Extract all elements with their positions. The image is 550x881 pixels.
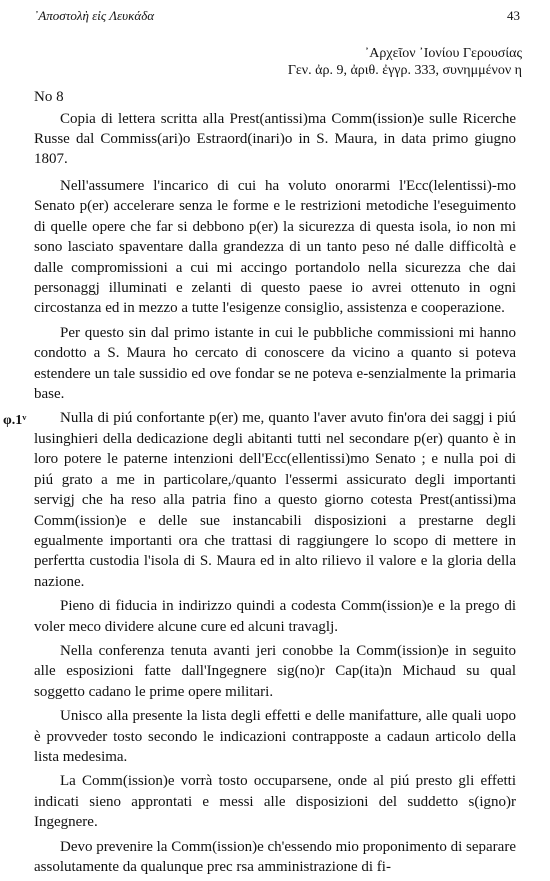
paragraph: Pieno di fiducia in indirizzo quindi a codesta Comm(ission)e e la prego di voler meco dividere alcune cure ed alcuni travaglj.	[34, 598, 516, 635]
document-intro	[34, 109, 516, 169]
paragraph: Devo prevenire la Comm(ission)e ch'essendo mio proponimento di separare assolutamente da qualunque prec rsa amministrazione di fi-	[34, 838, 516, 875]
paragraph: Unisco alla presente la lista degli effetti e delle manifatture, alle quali uopo è provveder tosto secondo le indicazioni contrapposte a cadaun articolo della lista medesima.	[34, 708, 516, 765]
letter-body	[34, 176, 516, 881]
page-number: 43	[507, 8, 520, 23]
archive-reference	[0, 45, 522, 79]
paragraph: Nell'assumere l'incarico di cui ha voluto onorarmi l'Ecc(lelentissi)-mo Senato p(er) accelerare senza le forme e le restrizioni metodiche l'eseguimento di quelle opere che far si debbono p(er) la sicurezza di questa isola, io non mi sono lasciato spaventare dalla grandezza di un tanto peso né dalle difficoltà e dalle compromissioni a cui mi accingo portandolo nella sicurezza che dai personaggj illuminati e zelanti di questo paese io avrei ottenuto in ogni circostanza ed in mezzo a tutte l'esigenze consiglio, assistenza e cooperazione.	[34, 178, 516, 317]
paragraph: Nella conferenza tenuta avanti jeri conobbe la Comm(ission)e in seguito alle esposizioni fatte dall'Ingegnere sig(no)r Cap(ita)n Michaud su qual soggetto cadano le prime opere militari.	[34, 642, 516, 700]
running-title: ᾿Αποστολὴ εἰς Λευκάδα	[34, 8, 155, 23]
intro-text: Copia di lettera scritta alla Prest(antissi)ma Comm(ission)e sulle Ricerche Russe dal Commiss(ari)o Estraord(inari)o in S. Maura, in data primo giugno 1807.	[34, 111, 516, 167]
archive-line-1: ᾿Αρχεῖον ᾿Ιονίου Γερουσίας	[364, 46, 522, 61]
paragraph: La Comm(ission)e vorrà tosto occuparsene, onde al piú presto gli effetti indicati sieno approntati e messi alle disposizioni del suddetto s(igno)r Ingegnere.	[34, 773, 516, 831]
paragraph: Nulla di piú confortante p(er) me, quanto l'aver avuto fin'ora dei saggj i piú lusinghieri della dedicazione degli abitanti tutti nel secondare p(er) quanto è in loro potere le paterne intenzioni dell'Ecc(ellentissi)mo Senato ; e nulla poi di piú grato a me in particolare,/quanto l'essermi assicurato degli importanti servigj che ha reso alla patria fino a questo giorno cotesta Prest(antissi)ma Comm(ission)e e delle sue instancabili disposizioni a prestarne degli egualmente importanti ora che trattasi di raggiungere lo scopo di mettere in perfertta custodia l'isola di S. Maura ed in alto rilievo il valore e la gloria della nazione.	[34, 410, 516, 590]
archive-line-2: Γεν. ἀρ. 9, ἀριθ. ἐγγρ. 333, συνημμένον η	[287, 63, 522, 78]
document-number: No 8	[34, 89, 64, 105]
paragraph: Per questo sin dal primo istante in cui le pubbliche commissioni mi hanno condotto a S. Maura ho cercato di conoscere da vicino a quanto si poteva estendere un tale sussidio ed ove fondar se ne poteva e-senzialmente la primaria base.	[34, 324, 516, 403]
folio-margin-note: φ.1ᵛ	[3, 413, 27, 428]
